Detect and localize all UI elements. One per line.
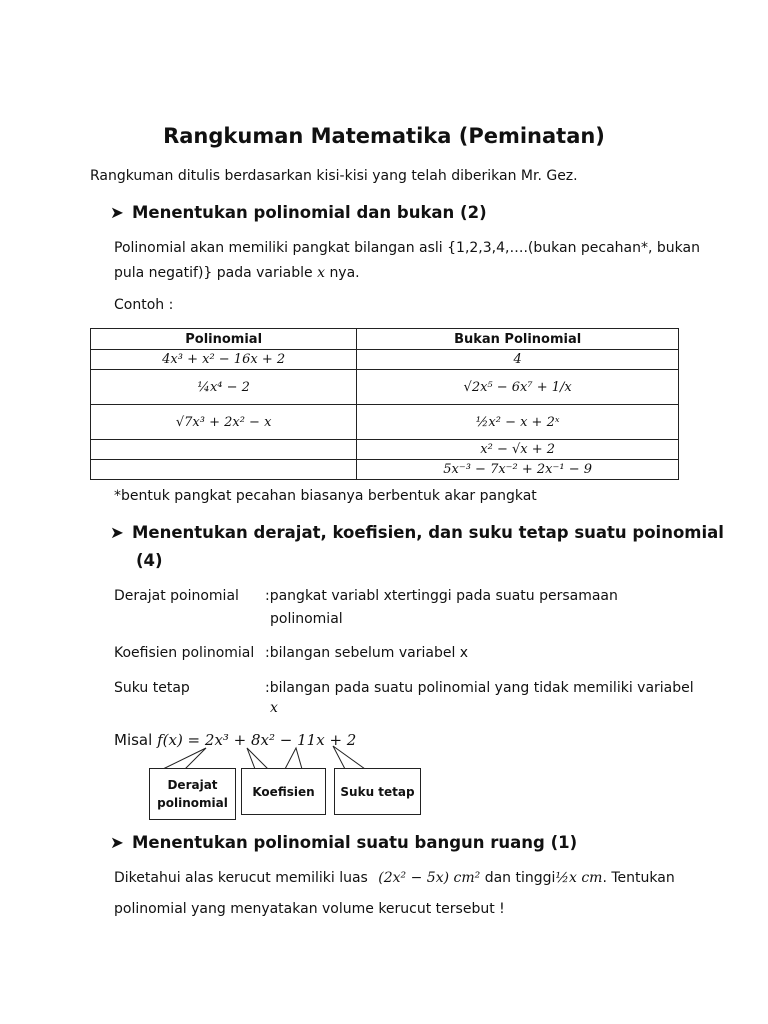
callout-derajat-line1: Derajat (167, 778, 218, 792)
table-header-polinomial: Polinomial (91, 329, 357, 350)
table-cell: 4x³ + x² − 16x + 2 (91, 350, 357, 370)
table-header-bukan: Bukan Polinomial (357, 329, 679, 350)
section3-expr-tinggi: ½x cm (555, 870, 603, 886)
arrow-bullet-icon: ➤ (110, 523, 124, 542)
table-cell: √2x⁵ − 6x⁷ + 1/x (357, 370, 679, 405)
para-var: x (317, 265, 325, 281)
table-cell: ½x² − x + 2ˣ (357, 405, 679, 440)
def-desc-suku-tetap: :bilangan pada suatu polinomial yang tidak memiliki variabel (265, 680, 694, 696)
table-cell: 4 (357, 350, 679, 370)
pointer-koefisien-1 (247, 748, 268, 769)
pointer-suku-tetap (333, 746, 365, 769)
section3-text-a: Diketahui alas kerucut memiliki luas (114, 870, 368, 886)
misal-label: Misal (114, 731, 153, 749)
section3-expr-luas: (2x² − 5x) cm² (378, 870, 481, 886)
footnote: *bentuk pangkat pecahan biasanya berbentuk akar pangkat (114, 488, 537, 504)
def-term-derajat: Derajat poinomial (114, 588, 239, 604)
example-label: Contoh : (114, 297, 174, 313)
section2-heading-line2: (4) (136, 551, 163, 570)
section3-text-b: dan tinggi (484, 870, 556, 886)
callout-derajat-line2: polinomial (157, 796, 228, 810)
arrow-bullet-icon: ➤ (110, 833, 124, 852)
arrow-bullet-icon: ➤ (110, 203, 124, 222)
misal-expression: f(x) = 2x³ + 8x² − 11x + 2 (157, 731, 357, 749)
pointer-koefisien-2 (285, 748, 302, 769)
def-term-suku-tetap: Suku tetap (114, 680, 190, 696)
section3-text-c: . Tentukan (602, 870, 675, 886)
page-title: Rangkuman Matematika (Peminatan) (163, 124, 605, 148)
section3-line2: polinomial yang menyatakan volume kerucut tersebut ! (114, 901, 505, 917)
section2-heading-text: Menentukan derajat, koefisien, dan suku tetap suatu poinomial (132, 523, 724, 542)
table-cell: 5x⁻³ − 7x⁻² + 2x⁻¹ − 9 (357, 460, 679, 480)
def-desc-suku-tetap-2: x (270, 700, 278, 716)
def-desc-derajat: :pangkat variabl xtertinggi pada suatu persamaan (265, 588, 618, 604)
section1-heading-text: Menentukan polinomial dan bukan (2) (132, 203, 487, 222)
def-desc-derajat-2: polinomial (270, 611, 343, 627)
section3-heading (110, 833, 577, 852)
section3-line1 (114, 870, 675, 886)
section3-heading-text: Menentukan polinomial suatu bangun ruang (1) (132, 833, 578, 852)
para-text-a: pula negatif)} pada variable (114, 265, 313, 281)
section1-para-line1: Polinomial akan memiliki pangkat bilangan asli {1,2,3,4,….(bukan pecahan*, bukan (114, 240, 700, 256)
intro-text: Rangkuman ditulis berdasarkan kisi-kisi yang telah diberikan Mr. Gez. (90, 168, 578, 184)
callout-suku-tetap: Suku tetap (334, 768, 421, 815)
def-desc-koefisien: :bilangan sebelum variabel x (265, 645, 469, 661)
pointer-derajat (163, 748, 206, 769)
def-term-koefisien: Koefisien polinomial (114, 645, 255, 661)
callout-koefisien: Koefisien (241, 768, 326, 815)
para-text-b: nya. (329, 265, 360, 281)
callout-derajat (149, 768, 236, 820)
table-cell: ¼x⁴ − 2 (91, 370, 357, 405)
table-cell: x² − √x + 2 (357, 440, 679, 460)
table-cell: √7x³ + 2x² − x (91, 405, 357, 440)
